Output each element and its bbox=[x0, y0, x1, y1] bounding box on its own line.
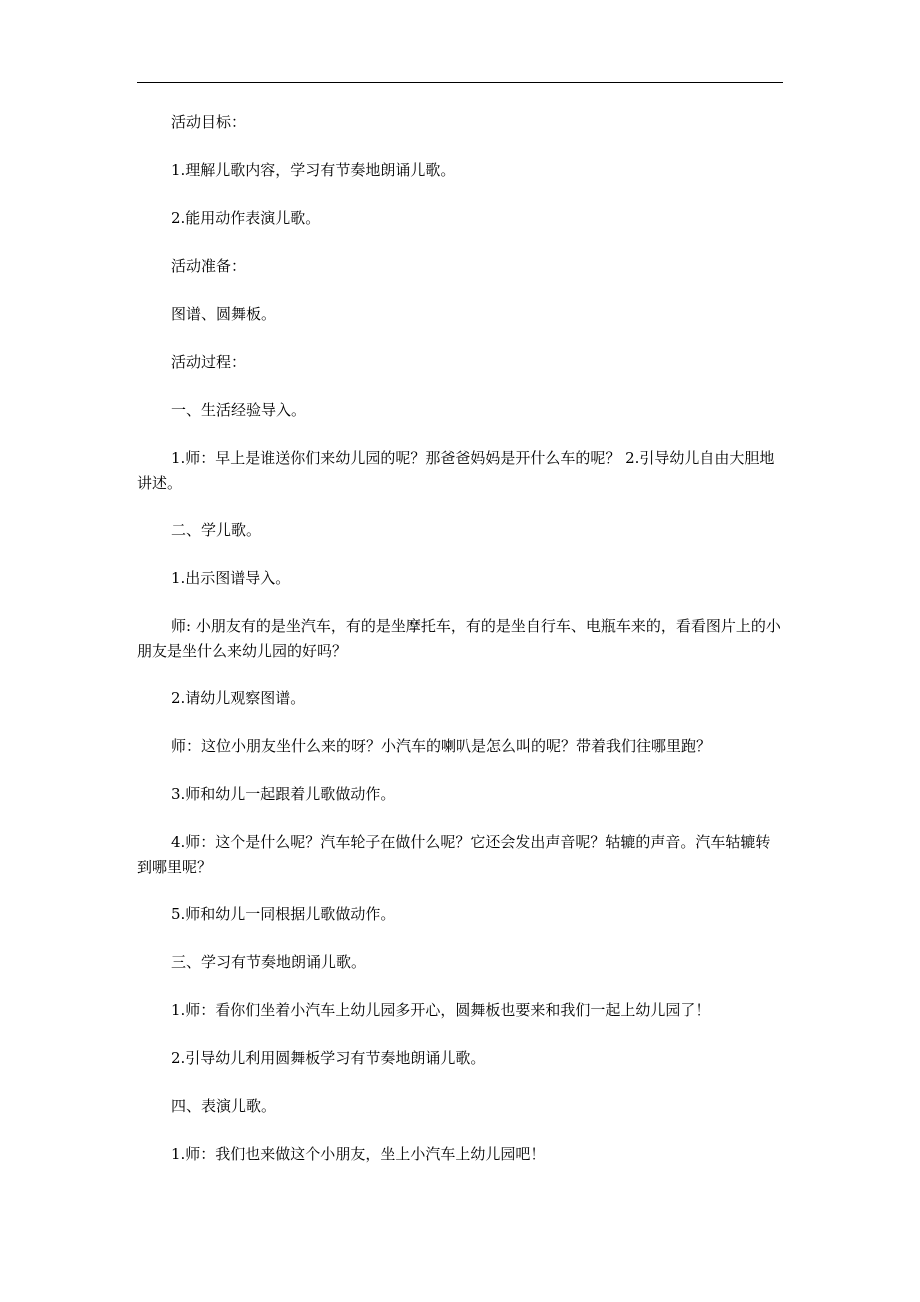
paragraph: 师：这位小朋友坐什么来的呀？小汽车的喇叭是怎么叫的呢？带着我们往哪里跑？ bbox=[171, 737, 712, 755]
paragraph: 2.请幼儿观察图谱。 bbox=[171, 689, 306, 707]
section-heading: 活动准备： bbox=[171, 257, 247, 275]
section-heading: 活动目标： bbox=[171, 113, 247, 131]
paragraph: 4.师：这个是什么呢？汽车轮子在做什么呢？它还会发出声音呢？轱辘的声音。汽车轱辘转到哪里呢？ bbox=[137, 833, 771, 876]
paragraph: 1.师：看你们坐着小汽车上幼儿园多开心，圆舞板也要来和我们一起上幼儿园了！ bbox=[171, 1001, 711, 1019]
paragraph: 2.能用动作表演儿歌。 bbox=[171, 209, 321, 227]
paragraph: 1.师：早上是谁送你们来幼儿园的呢？那爸爸妈妈是开什么车的呢？ 2.引导幼儿自由大胆地讲述。 bbox=[137, 449, 775, 492]
paragraph: 图谱、圆舞板。 bbox=[171, 305, 277, 323]
paragraph: 1.师：我们也来做这个小朋友，坐上小汽车上幼儿园吧！ bbox=[171, 1145, 546, 1163]
paragraph: 1.出示图谱导入。 bbox=[171, 569, 291, 587]
section-heading: 活动过程： bbox=[171, 353, 247, 371]
paragraph: 3.师和幼儿一起跟着儿歌做动作。 bbox=[171, 785, 396, 803]
step-heading: 三、学习有节奏地朗诵儿歌。 bbox=[171, 953, 367, 971]
paragraph: 1.理解儿歌内容，学习有节奏地朗诵儿歌。 bbox=[171, 161, 456, 179]
header-rule bbox=[137, 82, 783, 83]
document-body bbox=[137, 110, 783, 1190]
paragraph: 5.师和幼儿一同根据儿歌做动作。 bbox=[171, 905, 396, 923]
step-heading: 一、生活经验导入。 bbox=[171, 401, 307, 419]
paragraph: 师: 小朋友有的是坐汽车，有的是坐摩托车，有的是坐自行车、电瓶车来的，看看图片上的小朋友是坐什么来幼儿园的好吗？ bbox=[137, 617, 781, 660]
paragraph: 2.引导幼儿利用圆舞板学习有节奏地朗诵儿歌。 bbox=[171, 1049, 486, 1067]
step-heading: 二、学儿歌。 bbox=[171, 521, 262, 539]
step-heading: 四、表演儿歌。 bbox=[171, 1097, 277, 1115]
